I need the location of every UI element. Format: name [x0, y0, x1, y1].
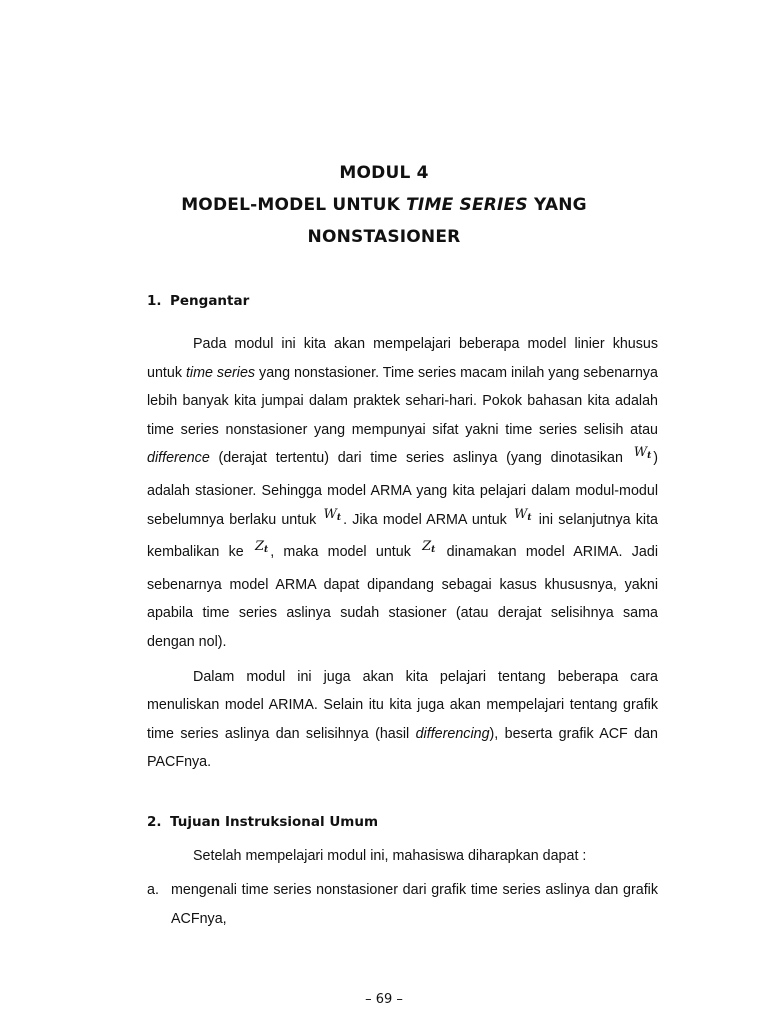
math-sub: t [264, 545, 269, 556]
section-heading-pengantar [147, 293, 249, 309]
objectives-intro: Setelah mempelajari modul ini, mahasiswa diharapkan dapat : [193, 848, 587, 864]
list-marker: a. [147, 882, 159, 898]
text-run: ), beserta grafik ACF dan PACFnya. [147, 725, 659, 771]
title-text-2: YANG [527, 195, 587, 215]
text-run: yang nonstasioner. Time series macam inilah yang sebenarnya lebih banyak kita jumpai dalam praktek sehari-hari. Pokok bahasan kita adalah time series nonstasioner yang mempunyai sifat yakni time series selisih atau [147, 364, 658, 438]
module-title-line [0, 195, 768, 215]
module-title-line-2: NONSTASIONER [307, 227, 461, 247]
text-run: (derajat tertentu) dari time series aslinya (yang dinotasikan [209, 450, 632, 467]
italic-term: difference [147, 450, 210, 467]
paragraph-2 [147, 663, 658, 777]
section-title: Tujuan Instruksional Umum [170, 814, 379, 830]
math-w-t [632, 445, 654, 460]
text-run: Dalam modul ini juga akan kita pelajari tentang beberapa cara menuliskan model ARIMA. Selain itu kita juga akan mempelajari tentang grafik time series aslinya dan selisihnya (hasil [147, 668, 658, 742]
italic-term: time series [185, 364, 256, 381]
math-sub: t [527, 512, 532, 523]
math-base: Z [422, 539, 432, 555]
text-run: ini selanjutnya kita kembalikan ke [147, 511, 658, 561]
math-base: W [633, 445, 648, 461]
math-sub: t [431, 545, 436, 556]
text-run: ) adalah stasioner. Sehingga model ARMA yang kita pelajari dalam modul-modul sebelumnya berlaku untuk [147, 450, 658, 528]
text-run: . Jika model ARMA untuk [343, 511, 513, 528]
page-number: – 69 – [365, 992, 403, 1007]
math-w-t [512, 507, 534, 522]
math-z-t [420, 539, 437, 554]
math-sub: t [336, 512, 342, 523]
title-text-1: MODEL-MODEL UNTUK [181, 195, 407, 215]
math-base: W [514, 506, 528, 522]
module-label: MODUL 4 [339, 163, 429, 183]
section-heading-tujuan [147, 814, 378, 830]
title-italic: TIME SERIES [406, 195, 528, 215]
math-z-t [253, 539, 270, 554]
math-w-t [322, 507, 344, 522]
list-item [147, 876, 658, 933]
math-base: Z [254, 539, 265, 555]
text-run: dinamakan model ARIMA. Jadi sebenarnya model ARMA dapat dipandang sebagai kasus khususnya, yakni apabila time series aslinya sudah stasioner (atau derajat selisihnya sama dengan nol). [147, 544, 658, 650]
section-1-body [147, 330, 658, 777]
section-number: 2. [147, 814, 162, 830]
paragraph-1 [147, 330, 658, 657]
section-title: Pengantar [170, 293, 250, 309]
text-run: , maka model untuk [270, 544, 421, 561]
math-sub: t [647, 451, 652, 462]
text-run: Pada modul ini kita akan mempelajari beberapa model linier khusus untuk [147, 336, 658, 381]
math-base: W [323, 506, 337, 522]
section-number: 1. [147, 293, 162, 309]
italic-term: differencing [415, 725, 490, 742]
list-item-text: mengenali time series nonstasioner dari grafik time series aslinya dan grafik ACFnya, [171, 882, 658, 927]
